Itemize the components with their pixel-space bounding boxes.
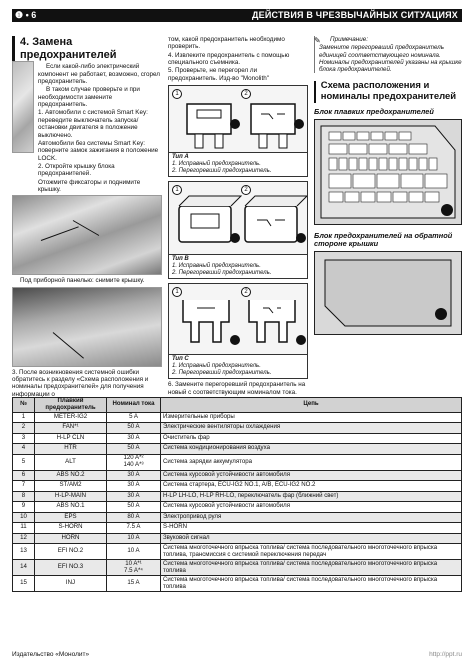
step-3-continued: том, какой предохранитель необходимо проверить. [168, 36, 285, 51]
cell-circuit: Звуковой сигнал [161, 533, 462, 544]
diagram-a-marker-1: 1 [172, 89, 182, 99]
cell-circuit: Система многоточечного впрыска топлива/ система последовательного многоточечного впрыска топлива [161, 576, 462, 592]
step-5: 5. Проверьте, не перегорел ли предохранитель. Изд-во "Monolith" [168, 67, 269, 82]
cell-rating: 50 A [107, 444, 161, 455]
dashboard-photo [12, 287, 162, 367]
fuse-box-cover-photo [12, 61, 34, 153]
cell-number: 15 [13, 576, 35, 592]
cell-rating: 50 A [107, 502, 161, 513]
cell-number: 1 [13, 412, 35, 423]
section-title: 4. Замена предохранителей [20, 36, 117, 61]
cell-number: 12 [13, 533, 35, 544]
cell-rating: 30 A [107, 481, 161, 492]
cell-rating: 80 A [107, 512, 161, 523]
cell-rating: 10 A*¹ 7.5 A*⁴ [107, 560, 161, 576]
step-1-no-smart-key: Автомобили без системы Smart Key: поверните замок зажигания в положение LOCK. [38, 139, 159, 162]
cell-fuse: H-LP-MAIN [35, 491, 107, 502]
table-row [13, 576, 462, 592]
fuse-type-a-drawing [169, 94, 307, 152]
cell-number: 7 [13, 481, 35, 492]
diagram-a-marker-2: 2 [241, 89, 251, 99]
table-row [13, 433, 462, 444]
diagram-b-line-1: 1. Исправный предохранитель. [172, 263, 261, 270]
cell-fuse: EFI NO.2 [35, 544, 107, 560]
under-dash-caption: Под приборной панелью: снимите крышку. [20, 277, 145, 285]
table-row [13, 560, 462, 576]
diagram-b-marker-2: 2 [241, 185, 251, 195]
table-row [13, 544, 462, 560]
cover-fuse-box-drawing [315, 252, 461, 334]
table-row [13, 481, 462, 492]
diagram-c-line-2: 2. Перегоревший предохранитель. [172, 370, 272, 377]
cell-circuit: Электропривод руля [161, 512, 462, 523]
table-row [13, 412, 462, 423]
diagram-c-line-1: 1. Исправный предохранитель. [172, 363, 261, 370]
table-row [13, 491, 462, 502]
section-bar [12, 36, 15, 61]
cell-rating: 10 A [107, 544, 161, 560]
publisher-name: Издательство «Монолит» [12, 651, 90, 658]
diagram-a-line-1: 1. Исправный предохранитель. [172, 161, 261, 168]
cell-rating: 30 A [107, 470, 161, 481]
engine-bay-photo [12, 195, 162, 275]
cell-circuit: Система многоточечного впрыска топлива/ система последовательного многоточечного впрыска топлива, трансмиссия с системой переключения передач [161, 544, 462, 560]
fuse-box-diagram [314, 119, 462, 225]
step-6: 6. Замените перегоревший предохранитель на новый с соответствующим номиналом тока. [168, 381, 306, 396]
fuse-layout-heading [314, 81, 462, 103]
step-3: 3. После возникновения системной ошибки обратитесь к разделу «Схема расположения и номиналы предохранителей» для получения информации о [12, 368, 149, 398]
fuse-table-body [13, 412, 462, 592]
cell-rating: 5 A [107, 412, 161, 423]
fuse-box-layout-drawing [315, 120, 461, 224]
diagram-c-marker-2: 2 [241, 287, 251, 297]
cell-rating: 7.5 A [107, 523, 161, 534]
wrench-icon: ✎ [314, 36, 321, 45]
cell-number: 3 [13, 433, 35, 444]
fuse-layout-title: Схема расположения и номиналы предохранителей [320, 80, 457, 103]
fuse-box-title: Блок плавких предохранителей [314, 107, 434, 117]
note-heading: Примечание: [330, 36, 369, 43]
cell-number: 5 [13, 454, 35, 470]
diagram-a-caption [169, 152, 307, 176]
cell-fuse: METER-IG2 [35, 412, 107, 423]
diagram-a-line-2: 2. Перегоревший предохранитель. [172, 168, 272, 175]
diagram-b-caption [169, 254, 307, 278]
cell-fuse: INJ [35, 576, 107, 592]
page-number-block: ❶ • 6 [15, 10, 37, 21]
cell-fuse: ALT [35, 454, 107, 470]
step-2-detail: Отожмите фиксаторы и поднимите крышку. [38, 178, 141, 194]
cell-circuit: Измерительные приборы [161, 412, 462, 423]
table-row [13, 533, 462, 544]
fuse-type-c-drawing [169, 292, 307, 352]
cell-fuse: H-LP CLN [35, 433, 107, 444]
check-paragraph: В таком случае проверьте и при необходимости замените предохранитель. [38, 86, 140, 109]
cell-circuit: S-HORN [161, 523, 462, 534]
cell-circuit: Система зарядки аккумулятора [161, 454, 462, 470]
fuse-diagram-type-c [168, 283, 308, 379]
cover-fuse-box-diagram [314, 251, 462, 335]
step-2: 2. Откройте крышку блока предохранителей. [38, 162, 115, 178]
cell-number: 14 [13, 560, 35, 576]
cell-number: 10 [13, 512, 35, 523]
cell-number: 2 [13, 423, 35, 434]
cell-fuse: FAN*¹ [35, 423, 107, 434]
column-3 [314, 36, 462, 335]
cell-circuit: Система курсовой устойчивости автомобиля [161, 502, 462, 513]
diagram-c-marker-1: 1 [172, 287, 182, 297]
cell-number: 9 [13, 502, 35, 513]
fuse-diagram-type-a [168, 85, 308, 177]
cell-circuit: H-LP LH-LO, H-LP RH-LO, переключатель фар (ближний свет) [161, 491, 462, 502]
chapter-title: ДЕЙСТВИЯ В ЧРЕЗВЫЧАЙНЫХ СИТУАЦИЯХ [252, 10, 458, 21]
cell-circuit: Система курсовой устойчивости автомобиля [161, 470, 462, 481]
fuse-table [12, 397, 462, 592]
fuse-type-b-drawing [169, 188, 307, 252]
source-watermark: http://ppt.ru [429, 651, 462, 658]
diagram-c-type: Тип C [172, 356, 189, 363]
intro-paragraph: Если какой-либо электрический компонент не работает, возможно, сгорел предохранитель. [38, 63, 160, 85]
fuse-table-header [13, 398, 462, 413]
cell-fuse: HTR [35, 444, 107, 455]
col-header-fuse: Плавкий предохранитель [35, 398, 107, 413]
section-heading [12, 36, 162, 61]
diagram-b-type: Тип B [172, 256, 189, 263]
table-row [13, 454, 462, 470]
cell-circuit: Система стартера, ECU-IG2 NO.1, A/B, ECU-IG2 NO.2 [161, 481, 462, 492]
cell-circuit: Электрические вентиляторы охлаждения [161, 423, 462, 434]
page-header [12, 9, 462, 22]
cell-rating: 30 A [107, 433, 161, 444]
cell-circuit: Очиститель фар [161, 433, 462, 444]
step-1-smart-key: 1. Автомобили с системой Smart Key: переведите выключатель запуска/остановки двигателя в положение выключено. [38, 109, 148, 139]
table-row [13, 512, 462, 523]
diagram-a-type: Тип A [172, 154, 189, 161]
cell-number: 11 [13, 523, 35, 534]
cell-fuse: EFI NO.3 [35, 560, 107, 576]
cell-number: 6 [13, 470, 35, 481]
diagram-b-marker-1: 1 [172, 185, 182, 195]
column-2 [168, 36, 308, 397]
fuse-layout-bar [314, 81, 316, 103]
table-row [13, 470, 462, 481]
col-header-circuit: Цепь [161, 398, 462, 413]
table-row [13, 523, 462, 534]
page-number: 6 [31, 10, 37, 21]
cell-rating: 10 A [107, 533, 161, 544]
cell-circuit: Система многоточечного впрыска топлива/ система последовательного многоточечного впрыска топлива [161, 560, 462, 576]
page-footer [12, 651, 462, 659]
cell-fuse: HORN [35, 533, 107, 544]
cell-circuit: Система кондиционирования воздуха [161, 444, 462, 455]
cell-number: 8 [13, 491, 35, 502]
col-header-number: № [13, 398, 35, 413]
step-4: 4. Извлеките предохранитель с помощью специального съемника. [168, 51, 290, 67]
diagram-c-caption [169, 354, 307, 378]
cell-rating: 50 A [107, 423, 161, 434]
cell-number: 13 [13, 544, 35, 560]
chapter-icon: ❶ [15, 10, 24, 21]
note-text: Замените перегоревший предохранитель единицей соответствующего номинала. Номиналы предохранителей указаны на крышке блока предохранителей. [319, 44, 462, 74]
note-box [314, 36, 462, 73]
cell-rating: 15 A [107, 576, 161, 592]
cell-rating: 30 A [107, 491, 161, 502]
fuse-diagram-type-b [168, 181, 308, 279]
column-1 [12, 36, 162, 399]
cell-fuse: ST/AM2 [35, 481, 107, 492]
cell-fuse: ABS NO.2 [35, 470, 107, 481]
cell-fuse: EPS [35, 512, 107, 523]
col-header-rating: Номинал тока [107, 398, 161, 413]
diagram-b-line-2: 2. Перегоревший предохранитель. [172, 270, 272, 277]
table-row [13, 502, 462, 513]
table-row [13, 444, 462, 455]
cell-number: 4 [13, 444, 35, 455]
cell-fuse: S-HORN [35, 523, 107, 534]
cover-fuse-box-title: Блок предохранителей на обратной стороне крышки [314, 230, 453, 249]
cell-rating: 120 A*² 140 A*³ [107, 454, 161, 470]
table-row [13, 423, 462, 434]
cell-fuse: ABS NO.1 [35, 502, 107, 513]
